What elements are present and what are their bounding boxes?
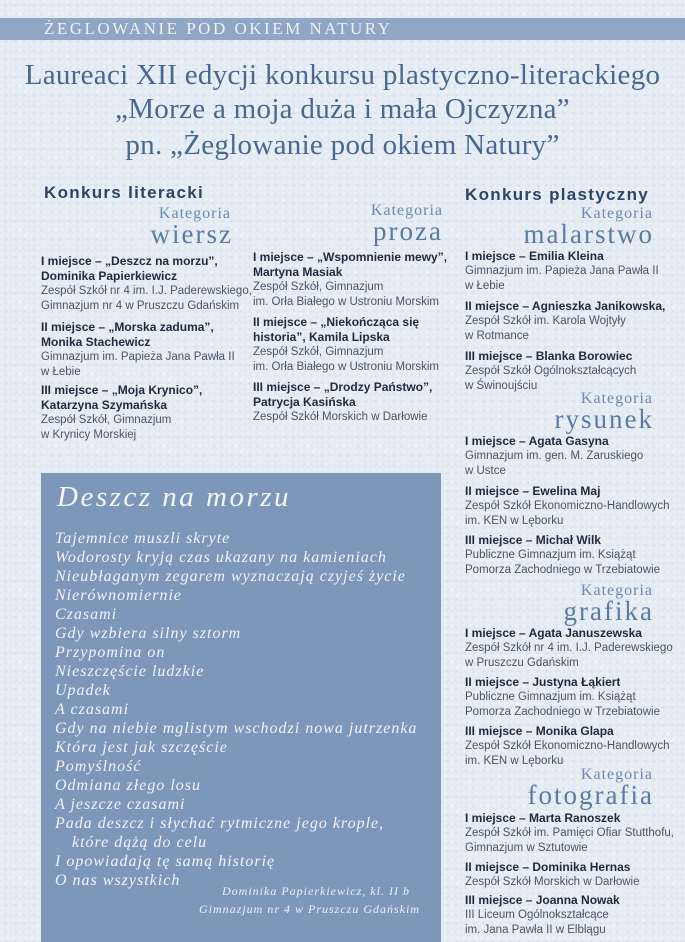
grafika-entry-2 (465, 675, 660, 720)
poem-line: Gdy na niebie mglistym wschodzi nowa jutrzenka (55, 720, 418, 737)
grafika-category-name: grafika (563, 596, 654, 626)
entry-author: Martyna Masiak (253, 265, 343, 279)
entry-school: Publiczne Gimnazjum im. Książąt (465, 691, 636, 703)
poem-line: Odmiana złego losu (55, 777, 201, 794)
entry-title: I miejsce – „Deszcz na morzu”, (41, 254, 218, 268)
entry-school-2: w Łebie (465, 280, 505, 292)
rysunek-entry-3 (465, 533, 660, 578)
entry-winner: I miejsce – Agata Gasyna (465, 434, 609, 448)
entry-school: Zespół Szkół Ekonomiczno-Handlowych (465, 740, 670, 752)
entry-school-2: w Krynicy Morskiej (41, 429, 137, 441)
entry-title: III miejsce – „Drodzy Państwo”, (253, 380, 433, 394)
proza-category-name: proza (373, 216, 443, 246)
entry-winner: III miejsce – Blanka Borowiec (465, 349, 633, 363)
art-heading: Konkurs plastyczny (465, 185, 650, 204)
malarstwo-entry-1 (465, 249, 659, 294)
entry-school-2: im. Jana Pawła II w Elblągu (465, 924, 606, 936)
entry-winner: I miejsce – Agata Januszewska (465, 626, 642, 640)
poem-line: Przypomina on (55, 644, 166, 661)
fotografia-category-label: Kategoria (580, 766, 653, 783)
entry-author: Patrycja Kasińska (253, 395, 356, 409)
poem-line: Nieubłaganym zegarem wyznaczają czyjeś życie (55, 568, 406, 585)
wiersz-entry-1 (41, 254, 252, 314)
entry-title: III miejsce – „Moja Krynico”, (41, 383, 203, 397)
entry-author: Dominika Papierkiewicz (41, 269, 178, 283)
malarstwo-category-name: malarstwo (523, 219, 654, 249)
entry-school: Zespół Szkół nr 4 im. I.J. Paderewskiego, (41, 285, 252, 297)
poem-line: które dążą do celu (72, 834, 208, 851)
wiersz-category-label: Kategoria (158, 205, 231, 222)
entry-winner: III miejsce – Michał Wilk (465, 533, 601, 547)
entry-school-2: Pomorza Zachodniego w Trzebiatowie (465, 706, 660, 718)
page-title-line-2: „Morze a moja duża i mała Ojczyzna” (115, 93, 570, 125)
entry-author: Monika Stachewicz (41, 335, 151, 349)
entry-school: Zespół Szkół Ogólnokształcących (465, 365, 637, 377)
page-title-line-1: Laureaci XII edycji konkursu plastyczno-literackiego (24, 59, 661, 91)
proza-entry-3 (253, 380, 432, 425)
entry-title: II miejsce – „Morska zaduma”, (41, 320, 214, 334)
wiersz-entry-2 (41, 320, 235, 380)
proza-entry-2 (253, 315, 439, 375)
poem-line: Tajemnice muszli skryte (55, 530, 231, 547)
entry-winner: I miejsce – Marta Ranoszek (465, 811, 621, 825)
fotografia-entry-2 (465, 860, 639, 890)
proza-entry-1 (253, 250, 447, 310)
entry-school: Zespół Szkół im. Pamięci Ofiar Stutthofu, (465, 827, 674, 839)
poem-line: A jeszcze czasami (55, 796, 186, 813)
poem-line: I opowiadają tę samą historię (55, 853, 276, 870)
poem-line: Nierównomiernie (55, 587, 182, 604)
entry-school: Zespół Szkół, Gimnazjum (253, 281, 384, 293)
header-band (0, 18, 685, 40)
entry-school: III Liceum Ogólnokształcące (465, 909, 609, 921)
fotografia-entry-3 (465, 893, 620, 938)
wiersz-entry-3 (41, 383, 202, 443)
entry-school-2: w Rotmance (465, 330, 529, 342)
wiersz-category-name: wiersz (150, 219, 233, 249)
literary-heading: Konkurs literacki (44, 183, 205, 202)
entry-winner: II miejsce – Justyna Łąkiert (465, 675, 621, 689)
entry-winner: II miejsce – Ewelina Maj (465, 484, 601, 498)
entry-school-2: im. KEN w Lęborku (465, 515, 564, 527)
malarstwo-entry-3 (465, 349, 636, 394)
entry-school-2: Pomorza Zachodniego w Trzebiatowie (465, 564, 660, 576)
entry-school-2: w Łebie (41, 366, 81, 378)
rysunek-entry-1 (465, 434, 643, 479)
rysunek-entry-2 (465, 484, 670, 529)
grafika-entry-3 (465, 724, 670, 769)
entry-winner: II miejsce – Dominika Hernas (465, 860, 631, 874)
entry-school: Gimnazjum im. Papieża Jana Pawła II (41, 351, 235, 363)
entry-school: Zespół Szkół Ekonomiczno-Handlowych (465, 500, 670, 512)
poem-line: Czasami (55, 606, 118, 623)
rysunek-category-label: Kategoria (580, 390, 653, 407)
malarstwo-entry-2 (465, 299, 665, 344)
poem-line: Gdy wzbiera silny sztorm (55, 625, 242, 642)
entry-school-2: im. Orła Białego w Ustroniu Morskim (253, 361, 439, 373)
entry-school: Zespół Szkół nr 4 im. I.J. Paderewskiego (465, 642, 673, 654)
entry-school-2: w Świnoujściu (465, 380, 538, 392)
rysunek-category-name: rysunek (554, 404, 654, 434)
page-title-line-3: pn. „Żeglowanie pod okiem Natury” (125, 129, 560, 161)
entry-title: I miejsce – „Wspomnienie mewy”, (253, 250, 448, 264)
poem-line: Pada deszcz i słychać rytmiczne jego krople, (55, 815, 385, 832)
header-band-text: ŻEGLOWANIE POD OKIEM NATURY (44, 19, 393, 38)
entry-winner: I miejsce – Emilia Kleina (465, 249, 604, 263)
grafika-entry-1 (465, 626, 673, 671)
entry-school: Publiczne Gimnazjum im. Książąt (465, 549, 636, 561)
entry-winner: III miejsce – Monika Glapa (465, 724, 614, 738)
entry-school: Zespół Szkół, Gimnazjum (41, 414, 172, 426)
poem-signature-school: Gimnazjum nr 4 w Pruszczu Gdańskim (199, 902, 421, 916)
entry-school-2: w Pruszczu Gdańskim (465, 657, 579, 669)
entry-school: Zespół Szkół im. Karola Wojtyły (465, 315, 626, 327)
entry-title: II miejsce – „Niekończąca się (253, 315, 420, 329)
grafika-category-label: Kategoria (580, 582, 653, 599)
poem-line: Nieszczęście ludzkie (55, 663, 205, 680)
entry-school: Zespół Szkół Morskich w Darłowie (465, 876, 640, 888)
poem-signature-author: Dominika Papierkiewicz, kl. II b (222, 884, 410, 898)
poem-line: Upadek (55, 682, 111, 699)
fotografia-category-name: fotografia (527, 780, 654, 810)
entry-author: Katarzyna Szymańska (41, 398, 168, 412)
proza-category-label: Kategoria (370, 202, 443, 219)
entry-school-2: Gimnazjum w Sztutowie (465, 842, 588, 854)
entry-school-2: Gimnazjum nr 4 w Pruszczu Gdańskim (41, 300, 240, 312)
entry-winner: II miejsce – Agnieszka Janikowska, (465, 299, 666, 313)
poem-line: A czasami (55, 701, 130, 718)
poem-line: Wodorosty kryją czas ukazany na kamieniach (55, 549, 387, 566)
poem-line: Która jest jak szczęście (55, 739, 228, 756)
entry-school: Gimnazjum im. Papieża Jana Pawła II (465, 265, 659, 277)
fotografia-entry-1 (465, 811, 674, 856)
entry-school-2: im. Orła Białego w Ustroniu Morskim (253, 296, 439, 308)
entry-school: Gimnazjum im. gen. M. Zaruskiego (465, 450, 644, 462)
entry-school: Zespół Szkół Morskich w Darłowie (253, 411, 428, 423)
entry-author: historia”, Kamila Lipska (253, 330, 390, 344)
poem-line: O nas wszystkich (55, 872, 181, 889)
poem-line: Pomyślność (55, 758, 142, 775)
entry-school-2: w Ustce (465, 465, 506, 477)
entry-school: Zespół Szkół, Gimnazjum (253, 346, 384, 358)
entry-school-2: im. KEN w Lęborku (465, 755, 564, 767)
malarstwo-category-label: Kategoria (580, 205, 653, 222)
entry-winner: III miejsce – Joanna Nowak (465, 893, 620, 907)
poem-title: Deszcz na morzu (57, 481, 292, 513)
